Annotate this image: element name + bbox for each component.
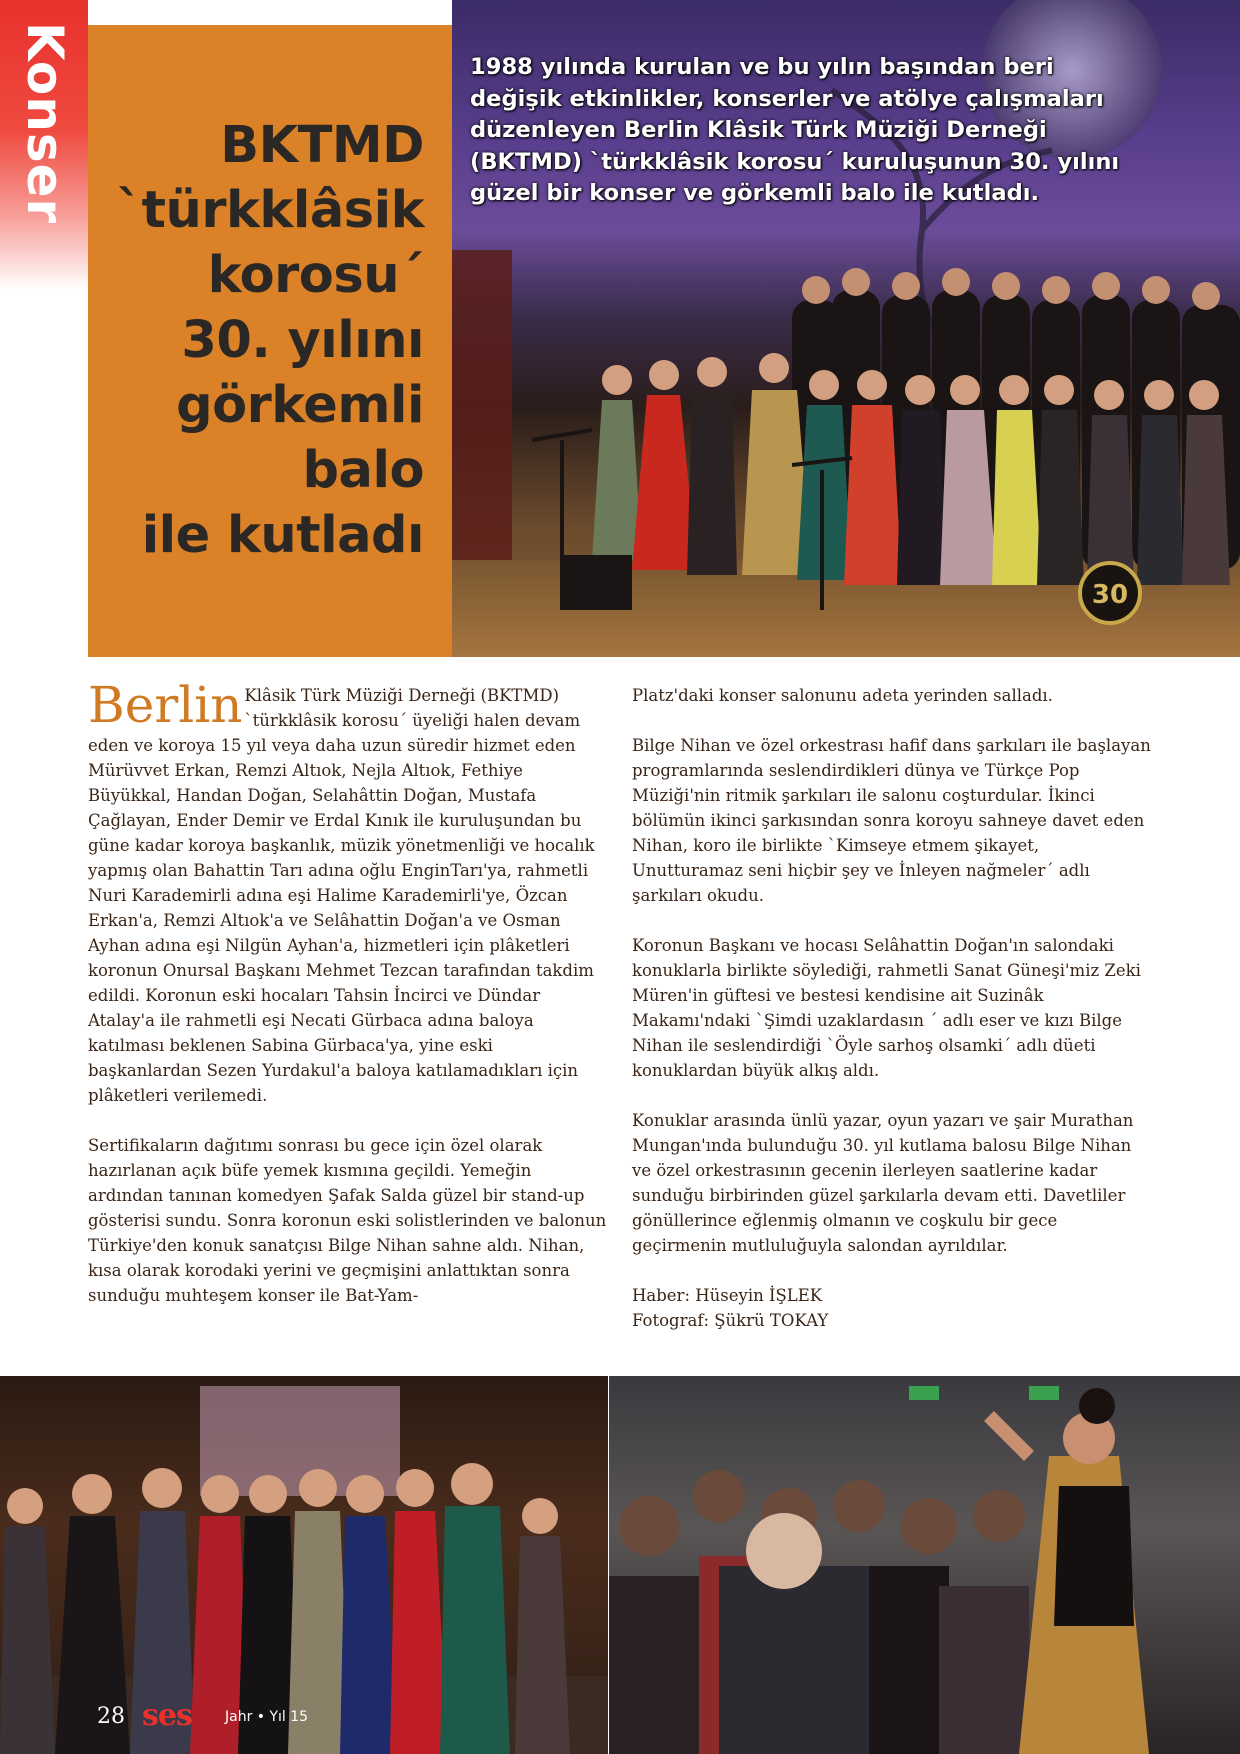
man-head (746, 1513, 822, 1589)
singer-hair (1079, 1388, 1115, 1424)
credit-photographer: Fotograf: Şükrü TOKAY (632, 1311, 829, 1330)
paragraph-text: Klâsik Türk Müziği Derneği (BKTMD) `türkklâsik korosu´ üyeliği halen devam eden ve koroya 15 yıl veya daha uzun süredir hizmet eden Mürüvvet Erkan, Remzi Altıok, Nejla Altıok, Fethiye Büyükkal, Handan Doğan, Selahâttin Doğan, Mustafa Çağlayan, Ender Demir ve Erdal Kınık ile kuruluşundan bu güne kadar koroya başkanlık, müzik yönetmenliği ve hocalık yapmış olan Bahattin Tarı adına oğlu EnginTarı'ya, rahmetli Nuri Karademirli adına eşi Halime Karademirli'ye, Özcan Erkan'a, Remzi Altıok'a ve Selâhattin Doğan'a ve Osman Ayhan adına eşi Nilgün Ayhan'a, hizmetleri için plâketleri koronun Onursal Başkanı Mehmet Tezcan tarafından takdim edildi. Koronun eski hocaları Tahsin İncirci ve Dündar Atalay'a ile rahmetli eşi Necati Gürbaca adına baloya katılması beklenen Sabina Gürbaca'ya, yine eski başkanlardan Sezen Yurdakul'a baloya katılamadıkları için plâketleri verilemedi. (88, 686, 595, 1105)
headline (94, 113, 424, 568)
photo-singer-and-audience (609, 1376, 1240, 1754)
article-paragraph: Koronun Başkanı ve hocası Selâhattin Doğan'ın salondaki konuklarla birlikte söylediği, rahmetli Sanat Güneşi'miz Zeki Müren'in güftesi ve bestesi kendisine ait Suzinâk Makamı'ndaki `Şimdi uzaklardasın ´ adlı eser ve kızı Bilge Nihan ile seslendirdiği `Öyle sarhoş olsamki´ adlı düeti konuklardan büyük alkış aldı. (632, 936, 1141, 1080)
singer-arm (989, 1416, 1029, 1456)
anniversary-badge-label: 30 (1091, 580, 1129, 610)
stage-speaker (562, 555, 632, 610)
issue-label: Jahr • Yıl 15 (225, 1709, 309, 1725)
headline-line: BKTMD (220, 116, 424, 175)
headline-line: korosu´ (207, 246, 424, 305)
section-label: Konser (16, 22, 74, 225)
photo-guests-posing (0, 1376, 608, 1754)
singer-top (1054, 1486, 1134, 1626)
headline-line: görkemli (176, 376, 424, 435)
exit-sign (1029, 1386, 1059, 1400)
man-foreground (719, 1566, 869, 1754)
curtain (452, 250, 512, 580)
magazine-logo: ses (142, 1698, 192, 1733)
headline-line: 30. yılını (181, 311, 424, 370)
photo-guests-illustration (0, 1376, 608, 1754)
photo-singer-illustration (609, 1376, 1240, 1754)
audience-heads (619, 1470, 1025, 1556)
dropcap: Berlin (88, 676, 243, 734)
article-paragraph: Platz'daki konser salonunu adeta yerinden salladı. (632, 686, 1053, 705)
article-paragraph: Bilge Nihan ve özel orkestrası hafif dans şarkıları ile başlayan programlarında seslendirdikleri dünya ve Türkçe Pop Müziği'nin ritmik şarkıları ile salonu coşturdular. İkinci bölümün ikinci şarkısından sonra koroyu sahneye davet eden Nihan, koro ile birlikte `Kimseye etmem şikayet, Unutturamaz seni hiçbir şey ve İnleyen nağmeler´ adlı şarkıları okudu. (632, 736, 1151, 905)
headline-line: ile kutladı (141, 506, 424, 565)
page-number: 28 (97, 1704, 125, 1729)
credit-reporter: Haber: Hüseyin İŞLEK (632, 1286, 823, 1305)
article-paragraph (88, 676, 608, 1108)
title-block (88, 25, 452, 657)
article-paragraph: Konuklar arasında ünlü yazar, oyun yazarı ve şair Murathan Mungan'ında bulunduğu 30. yıl kutlama balosu Bilge Nihan ve özel orkestrasının gecenin ilerleyen saatlerine kadar sunduğu birbirinden güzel şarkılarla devam etti. Davetliler gönüllerince eğlenmiş olmanın ve coşkulu bir gece geçirmenin mutluluğuyla salondan ayrıldılar. (632, 1111, 1134, 1255)
article-column-1 (88, 676, 608, 1333)
headline-line: `türkklâsik (116, 181, 424, 240)
article-column-2 (632, 683, 1152, 1333)
article-paragraph: Sertifikaların dağıtımı sonrası bu gece için özel olarak hazırlanan açık büfe yemek kısmına geçildi. Yemeğin ardından tanınan komedyen Şafak Salda güzel bir stand-up gösterisi sundu. Sonra koronun eski solistlerinden ve balonun Türkiye'den konuk sanatçısı Bilge Nihan sahne aldı. Nihan, kısa olarak korodaki yerini ve geçmişini anlattıktan sonra sunduğu muhteşem konser ile Bat-Yam- (88, 1136, 607, 1305)
intro-text: 1988 yılında kurulan ve bu yılın başından beri değişik etkinlikler, konserler ve atölye çalışmaları düzenleyen Berlin Klâsik Türk Müziği Derneği (BKTMD) `türkklâsik korosu´ kuruluşunun 30. yılını güzel bir konser ve görkemli balo ile kutladı. (470, 54, 1120, 206)
exit-sign (909, 1386, 939, 1400)
headline-line: balo (302, 441, 424, 500)
credits (632, 1283, 1152, 1333)
